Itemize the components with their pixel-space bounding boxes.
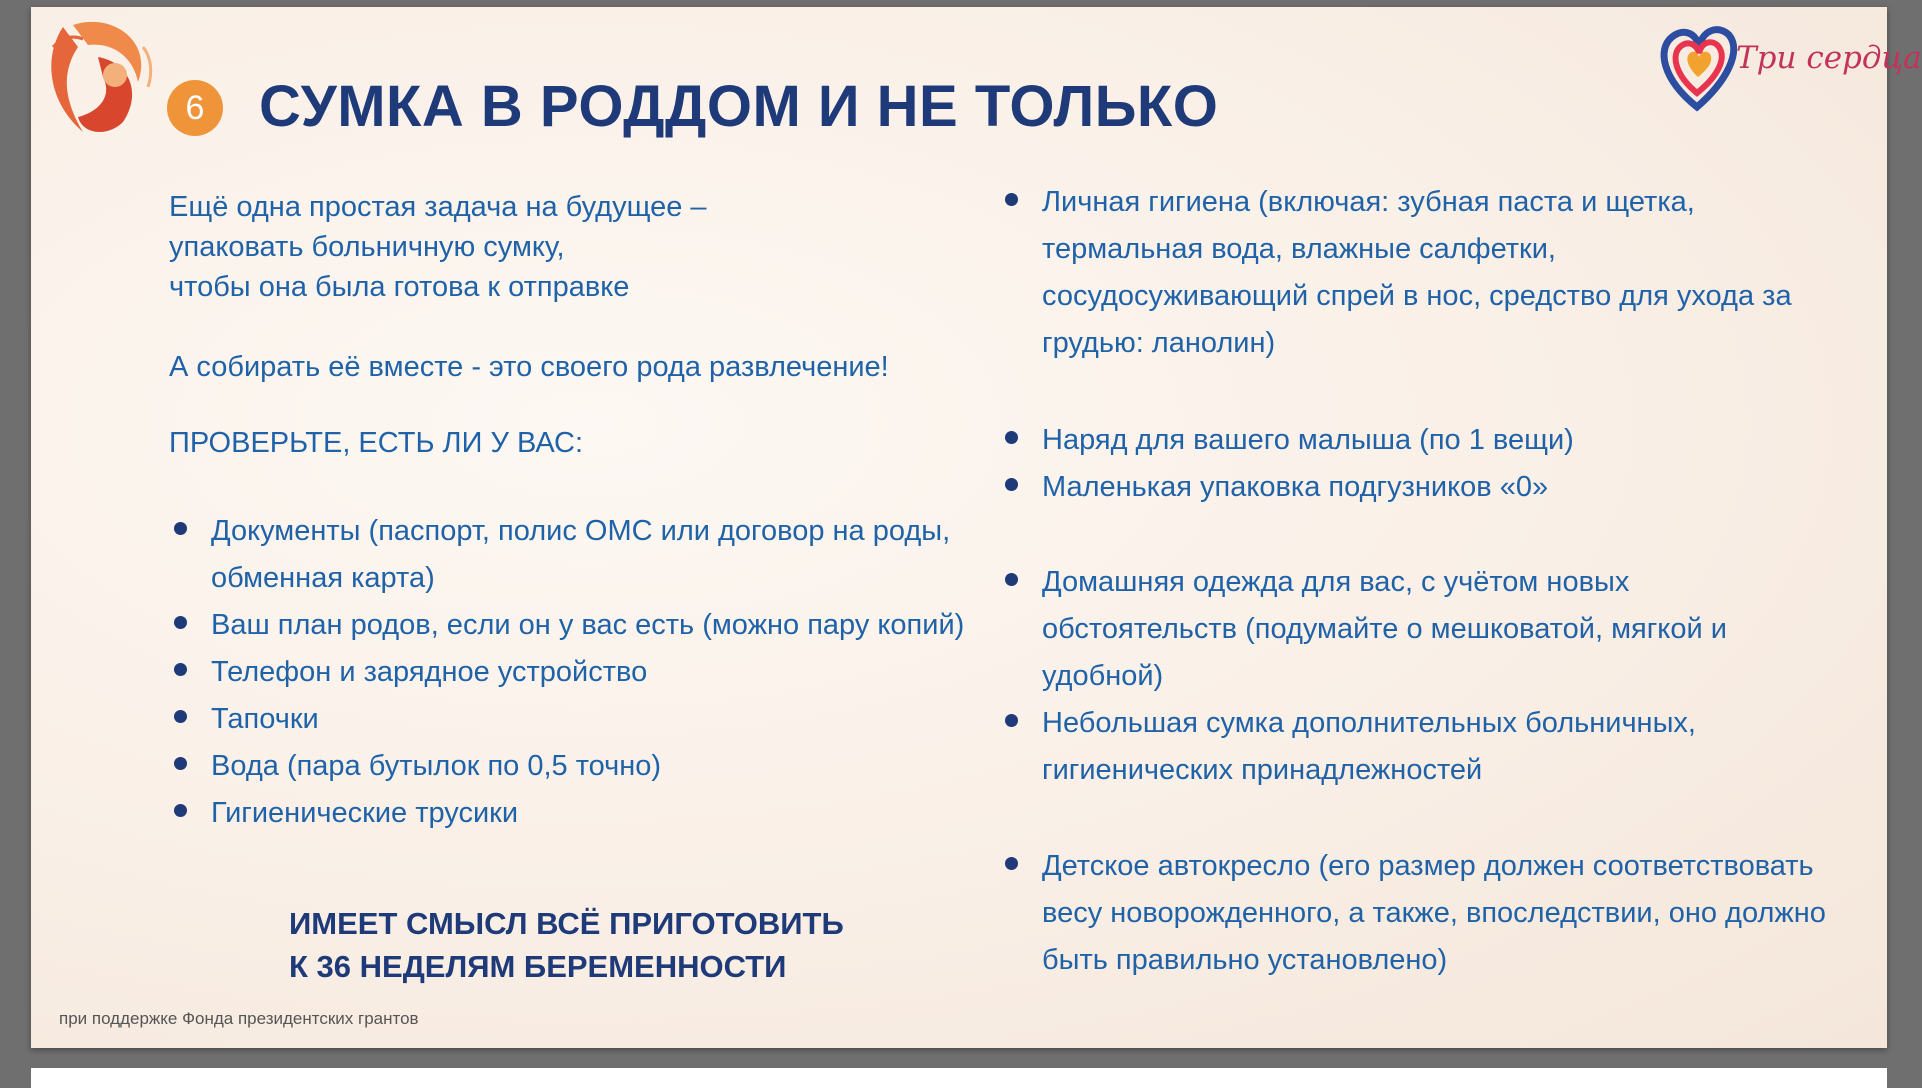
intro-line: Ещё одна простая задача на будущее – [169,191,707,223]
list-item: Маленькая упаковка подгузников «0» [1000,464,1830,511]
list-item: Гигиенические трусики [169,790,969,837]
list-item: Домашняя одежда для вас, с учётом новых обстоятельств (подумайте о мешковатой, мягкой и удобной) [1000,559,1830,700]
left-checklist [169,508,969,837]
list-item: Наряд для вашего малыша (по 1 вещи) [1000,417,1830,464]
slide-title: СУМКА В РОДДОМ И НЕ ТОЛЬКО [259,74,1219,139]
list-item: Вода (пара бутылок по 0,5 точно) [169,743,969,790]
right-checklist-carseat [1000,843,1830,984]
note-line: К 36 НЕДЕЛЯМ БЕРЕМЕННОСТИ [289,949,787,984]
list-item: Ваш план родов, если он у вас есть (можно пару копий) [169,602,969,649]
checklist-heading: ПРОВЕРЬТЕ, ЕСТЬ ЛИ У ВАС: [169,427,584,459]
brand-logo-text: Три сердца [1736,40,1922,76]
intro-line: чтобы она была готова к отправке [169,271,630,303]
list-item: Документы (паспорт, полис ОМС или договор на роды, обменная карта) [169,508,969,602]
list-item: Телефон и зарядное устройство [169,649,969,696]
intro-text [169,187,969,307]
right-checklist-baby [1000,417,1830,511]
preparation-note [289,902,844,988]
note-line: ИМЕЕТ СМЫСЛ ВСЁ ПРИГОТОВИТЬ [289,906,844,941]
footer-credit: при поддержке Фонда президентских грантов [59,1009,419,1028]
list-item: Небольшая сумка дополнительных больничных, гигиенических принадлежностей [1000,700,1830,794]
intro-line: упаковать больничную сумку, [169,231,565,263]
mother-child-logo-icon [43,17,163,142]
list-item: Личная гигиена (включая: зубная паста и щетка, термальная вода, влажные салфетки, сосудосуживающий спрей в нос, средство для ухода за грудью: ланолин) [1000,179,1830,367]
next-slide-thumbnail-edge[interactable] [31,1068,1887,1088]
list-item: Детское автокресло (его размер должен соответствовать весу новорожденного, а также, впоследствии, оно должно быть правильно установлено) [1000,843,1830,984]
fun-line: А собирать её вместе - это своего рода развлечение! [169,351,889,383]
presentation-slide [31,7,1922,1048]
right-checklist-hygiene [1000,179,1830,367]
slide-number-badge: 6 [167,80,223,136]
list-item: Тапочки [169,696,969,743]
right-checklist-clothes [1000,559,1830,794]
